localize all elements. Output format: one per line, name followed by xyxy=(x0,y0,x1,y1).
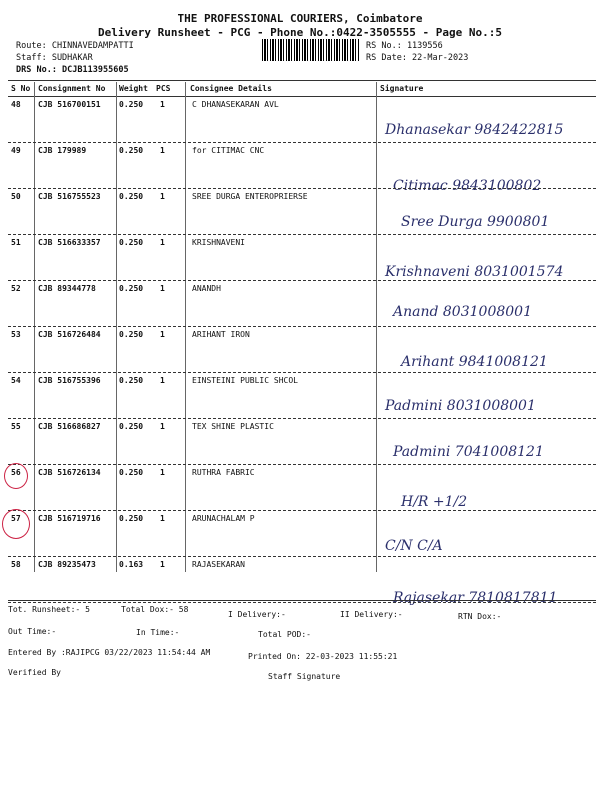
row-consignee: RAJASEKARAN xyxy=(192,560,245,569)
row-consignment: CJB 516726484 xyxy=(38,330,101,339)
runsheet-subtitle: Delivery Runsheet - PCG - Phone No.:0422-3505555 - Page No.:5 xyxy=(98,26,502,39)
staff-label: Staff: SUDHAKAR xyxy=(16,53,93,63)
row-divider xyxy=(8,142,596,143)
row-consignment: CJB 516755396 xyxy=(38,376,101,385)
row-sno: 49 xyxy=(11,146,21,155)
row-weight: 0.250 xyxy=(119,100,144,109)
row-signature: Krishnaveni 8031001574 xyxy=(385,264,564,280)
row-sno: 50 xyxy=(11,192,21,201)
total-pod: Total POD:- xyxy=(258,630,311,639)
row-weight: 0.250 xyxy=(119,192,144,201)
row-divider xyxy=(8,602,596,603)
row-sno: 55 xyxy=(11,422,21,431)
row-consignee: ANANDH xyxy=(192,284,221,293)
row-pcs: 1 xyxy=(160,284,165,293)
col-sno: S No xyxy=(11,84,31,93)
rs-date: RS Date: 22-Mar-2023 xyxy=(366,53,469,63)
row-pcs: 1 xyxy=(160,146,165,155)
row-weight: 0.250 xyxy=(119,146,144,155)
row-signature: H/R +1/2 xyxy=(401,494,468,510)
circle-mark xyxy=(2,509,30,539)
row-divider xyxy=(8,326,596,327)
staff-signature: Staff Signature xyxy=(268,672,341,681)
row-consignment: CJB 89235473 xyxy=(38,560,96,569)
verified-by: Verified By xyxy=(8,668,61,677)
row-divider xyxy=(8,188,596,189)
rtn-dox: RTN Dox:- xyxy=(458,612,502,621)
footer-border xyxy=(8,600,596,601)
row-pcs: 1 xyxy=(160,330,165,339)
barcode-image xyxy=(262,39,360,61)
printed-on: Printed On: 22-03-2023 11:55:21 xyxy=(248,652,398,661)
i-delivery: I Delivery:- xyxy=(228,610,286,619)
col-consignment: Consignment No xyxy=(38,84,106,93)
row-sno: 48 xyxy=(11,100,21,109)
row-consignment: CJB 179989 xyxy=(38,146,87,155)
col-divider xyxy=(116,82,117,572)
row-divider xyxy=(8,418,596,419)
row-signature: Citimac 9843100802 xyxy=(393,178,542,194)
row-pcs: 1 xyxy=(160,560,165,569)
row-sno: 58 xyxy=(11,560,21,569)
table-top-border xyxy=(8,80,596,81)
out-time: Out Time:- xyxy=(8,627,57,636)
col-divider xyxy=(34,82,35,572)
row-pcs: 1 xyxy=(160,514,165,523)
row-signature: Dhanasekar 9842422815 xyxy=(385,122,564,138)
row-consignee: C DHANASEKARAN AVL xyxy=(192,100,279,109)
row-sno: 51 xyxy=(11,238,21,247)
row-divider xyxy=(8,234,596,235)
row-weight: 0.250 xyxy=(119,330,144,339)
row-consignment: CJB 516700151 xyxy=(38,100,101,109)
row-consignee: for CITIMAC CNC xyxy=(192,146,265,155)
row-consignee: TEX SHINE PLASTIC xyxy=(192,422,274,431)
row-weight: 0.163 xyxy=(119,560,144,569)
row-sno: 52 xyxy=(11,284,21,293)
row-sno: 57 xyxy=(11,514,21,523)
total-dox: Total Dox:- 58 xyxy=(121,605,189,614)
row-sno: 54 xyxy=(11,376,21,385)
col-pcs: PCS xyxy=(156,84,171,93)
row-weight: 0.250 xyxy=(119,284,144,293)
circle-mark xyxy=(4,463,28,489)
row-sno: 53 xyxy=(11,330,21,339)
row-consignee: RUTHRA FABRIC xyxy=(192,468,255,477)
row-consignment: CJB 89344778 xyxy=(38,284,96,293)
col-consignee: Consignee Details xyxy=(190,84,272,93)
drs-number: DRS No.: DCJB113955605 xyxy=(16,65,129,75)
row-consignee: ARIHANT IRON xyxy=(192,330,250,339)
route-label: Route: CHINNAVEDAMPATTI xyxy=(16,41,134,51)
row-weight: 0.250 xyxy=(119,376,144,385)
row-pcs: 1 xyxy=(160,238,165,247)
row-pcs: 1 xyxy=(160,422,165,431)
row-weight: 0.250 xyxy=(119,422,144,431)
row-pcs: 1 xyxy=(160,100,165,109)
row-consignee: SREE DURGA ENTEROPRIERSE xyxy=(192,192,308,201)
row-signature: Padmini 8031008001 xyxy=(385,398,536,414)
table-header-border xyxy=(8,96,596,97)
ii-delivery: II Delivery:- xyxy=(340,610,403,619)
row-consignee: KRISHNAVENI xyxy=(192,238,245,247)
company-title: THE PROFESSIONAL COURIERS, Coimbatore xyxy=(177,12,423,25)
row-divider xyxy=(8,464,596,465)
row-consignee: ARUNACHALAM P xyxy=(192,514,255,523)
row-consignment: CJB 516719716 xyxy=(38,514,101,523)
row-signature: Arihant 9841008121 xyxy=(401,354,548,370)
row-pcs: 1 xyxy=(160,376,165,385)
row-consignment: CJB 516633357 xyxy=(38,238,101,247)
row-sno: 56 xyxy=(11,468,21,477)
col-weight: Weight xyxy=(119,84,148,93)
row-consignment: CJB 516755523 xyxy=(38,192,101,201)
col-divider xyxy=(185,82,186,572)
in-time: In Time:- xyxy=(136,628,180,637)
row-pcs: 1 xyxy=(160,192,165,201)
row-pcs: 1 xyxy=(160,468,165,477)
row-signature: Padmini 7041008121 xyxy=(393,444,544,460)
row-weight: 0.250 xyxy=(119,468,144,477)
row-divider xyxy=(8,510,596,511)
row-weight: 0.250 xyxy=(119,514,144,523)
row-weight: 0.250 xyxy=(119,238,144,247)
col-signature: Signature xyxy=(380,84,424,93)
row-divider xyxy=(8,280,596,281)
entered-by: Entered By :RAJIPCG 03/22/2023 11:54:44 AM xyxy=(8,648,211,657)
row-signature: Anand 8031008001 xyxy=(393,304,532,320)
row-signature: Rajasekar 7810817811 xyxy=(393,590,558,606)
row-divider xyxy=(8,372,596,373)
row-consignment: CJB 516686827 xyxy=(38,422,101,431)
row-signature: C/N C/A xyxy=(385,538,443,554)
col-divider xyxy=(376,82,377,572)
row-consignment: CJB 516726134 xyxy=(38,468,101,477)
row-signature: Sree Durga 9900801 xyxy=(401,214,550,230)
rs-number: RS No.: 1139556 xyxy=(366,41,443,51)
total-runsheet: Tot. Runsheet:- 5 xyxy=(8,605,90,614)
row-consignee: EINSTEINI PUBLIC SHCOL xyxy=(192,376,298,385)
row-divider xyxy=(8,556,596,557)
